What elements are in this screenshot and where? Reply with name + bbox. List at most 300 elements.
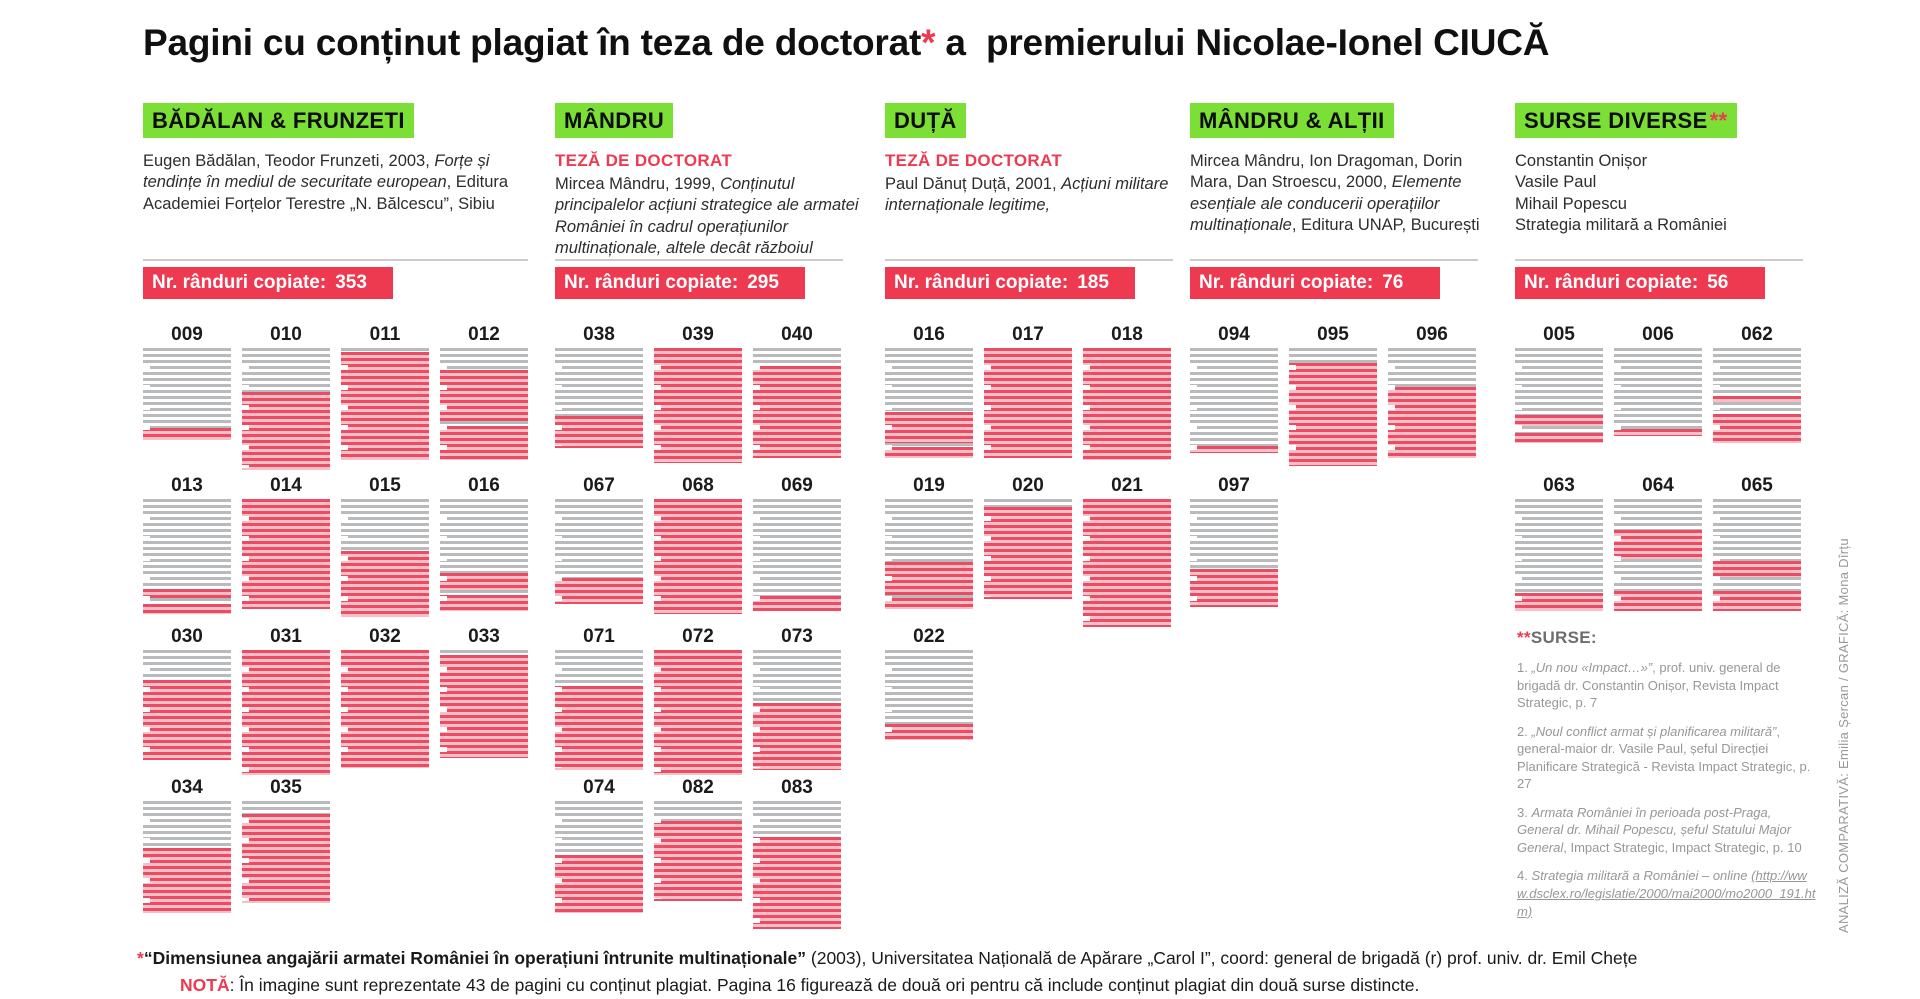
original-lines-segment bbox=[753, 499, 841, 596]
page-number: 067 bbox=[583, 475, 615, 496]
plagiarized-lines-segment bbox=[440, 655, 528, 758]
original-lines-segment bbox=[885, 499, 973, 562]
pages-grid bbox=[1190, 325, 1495, 627]
plagiarized-lines-segment bbox=[555, 686, 643, 770]
plagiarized-lines-segment bbox=[753, 703, 841, 770]
page-content-stripes bbox=[1614, 499, 1702, 611]
plagiarized-lines-segment bbox=[885, 724, 973, 740]
column-header bbox=[143, 103, 414, 138]
plagiarized-lines-segment bbox=[143, 589, 231, 598]
source-column-mandru bbox=[555, 103, 870, 929]
citation-block bbox=[1190, 151, 1495, 259]
copied-lines-label: Nr. rânduri copiate: bbox=[1199, 272, 1374, 293]
page-thumbnail bbox=[440, 476, 528, 611]
page-number: 006 bbox=[1642, 324, 1674, 345]
original-lines-segment bbox=[143, 650, 231, 680]
original-lines-segment bbox=[555, 499, 643, 578]
page-thumbnail bbox=[242, 325, 330, 470]
page-content-stripes bbox=[555, 650, 643, 770]
footnote-asterisk: * bbox=[137, 948, 144, 968]
pages-row bbox=[885, 476, 1190, 627]
plagiarized-lines-segment bbox=[984, 507, 1072, 599]
plagiarized-lines-segment bbox=[753, 596, 841, 611]
original-lines-segment bbox=[1713, 402, 1801, 414]
pages-grid bbox=[1515, 325, 1820, 627]
plagiarized-lines-segment bbox=[1713, 561, 1801, 578]
page-content-stripes bbox=[242, 499, 330, 609]
page-content-stripes bbox=[1713, 499, 1801, 611]
page-number: 022 bbox=[913, 626, 945, 647]
plagiarized-lines-segment bbox=[1713, 591, 1801, 611]
original-lines-segment bbox=[242, 801, 330, 814]
page-content-stripes bbox=[1515, 348, 1603, 443]
pages-row bbox=[555, 778, 870, 929]
original-lines-segment bbox=[242, 348, 330, 392]
page-content-stripes bbox=[440, 650, 528, 758]
sources-title bbox=[1517, 628, 1817, 648]
page-number: 072 bbox=[682, 626, 714, 647]
original-lines-segment bbox=[654, 801, 742, 821]
pages-row bbox=[885, 325, 1190, 476]
page-thumbnail bbox=[1515, 476, 1603, 611]
original-lines-segment bbox=[1190, 499, 1278, 569]
pages-row bbox=[555, 325, 870, 476]
copied-lines-badge bbox=[555, 267, 805, 299]
column-header bbox=[1515, 103, 1737, 138]
page-content-stripes bbox=[654, 499, 742, 614]
page-thumbnail bbox=[1083, 476, 1171, 627]
page-number: 039 bbox=[682, 324, 714, 345]
page-number: 071 bbox=[583, 626, 615, 647]
page-thumbnail bbox=[143, 325, 231, 440]
sources-title-text: SURSE: bbox=[1530, 628, 1597, 647]
page-number: 083 bbox=[781, 777, 813, 798]
page-number: 015 bbox=[369, 475, 401, 496]
page-number: 032 bbox=[369, 626, 401, 647]
page-content-stripes bbox=[555, 801, 643, 913]
column-header bbox=[885, 103, 966, 138]
page-number: 012 bbox=[468, 324, 500, 345]
plagiarized-lines-segment bbox=[555, 416, 643, 448]
page-content-stripes bbox=[753, 650, 841, 770]
citation-text: Paul Dănuț Duță, 2001, Acțiuni militare internaționale legitime, bbox=[885, 175, 1169, 215]
page-content-stripes bbox=[1614, 348, 1702, 436]
copied-lines-count: 76 bbox=[1382, 272, 1404, 293]
plagiarized-lines-segment bbox=[1713, 396, 1801, 403]
page-content-stripes bbox=[885, 499, 973, 609]
page-number: 074 bbox=[583, 777, 615, 798]
page-number: 082 bbox=[682, 777, 714, 798]
page-content-stripes bbox=[1388, 348, 1476, 458]
original-lines-segment bbox=[984, 499, 1072, 507]
page-thumbnail bbox=[1515, 325, 1603, 443]
page-content-stripes bbox=[654, 348, 742, 463]
page-number: 073 bbox=[781, 626, 813, 647]
page-thumbnail bbox=[143, 627, 231, 760]
original-lines-segment bbox=[1713, 499, 1801, 561]
source-item-2: 2. „Noul conflict armat și planificarea militară”, general-maior dr. Vasile Paul, șeful Direcției Planificare Strategică - Revista Impact Strategic, p. 27 bbox=[1517, 723, 1811, 792]
page-content-stripes bbox=[1289, 348, 1377, 466]
page-content-stripes bbox=[1190, 499, 1278, 607]
plagiarized-lines-segment bbox=[1388, 387, 1476, 459]
original-lines-segment bbox=[1515, 499, 1603, 593]
thesis-subheader: TEZĂ DE DOCTORAT bbox=[555, 151, 732, 170]
page-thumbnail bbox=[753, 778, 841, 929]
source-column-duta bbox=[885, 103, 1190, 778]
page-thumbnail bbox=[1614, 325, 1702, 436]
pages-row bbox=[1515, 476, 1820, 627]
page-thumbnail bbox=[555, 325, 643, 448]
page-content-stripes bbox=[143, 650, 231, 760]
copied-lines-badge bbox=[143, 267, 393, 299]
copied-lines-label: Nr. rânduri copiate: bbox=[152, 272, 327, 293]
plagiarized-lines-segment bbox=[885, 598, 973, 609]
plagiarized-lines-segment bbox=[341, 551, 429, 617]
column-divider bbox=[1515, 259, 1803, 261]
page-number: 009 bbox=[171, 324, 203, 345]
page-thumbnail bbox=[555, 778, 643, 913]
plagiarized-lines-segment bbox=[654, 499, 742, 614]
plagiarized-lines-segment bbox=[440, 573, 528, 590]
plagiarized-lines-segment bbox=[984, 348, 1072, 458]
page-thumbnail bbox=[242, 627, 330, 775]
page-number: 031 bbox=[270, 626, 302, 647]
copied-lines-count: 185 bbox=[1077, 272, 1109, 293]
plagiarized-lines-segment bbox=[1083, 348, 1171, 460]
original-lines-segment bbox=[1289, 348, 1377, 363]
page-content-stripes bbox=[984, 499, 1072, 599]
page-content-stripes bbox=[1515, 499, 1603, 611]
pages-row bbox=[555, 627, 870, 778]
plagiarized-lines-segment bbox=[1614, 530, 1702, 559]
column-header-stars: ** bbox=[1709, 108, 1728, 133]
copied-lines-label: Nr. rânduri copiate: bbox=[564, 272, 739, 293]
page-content-stripes bbox=[143, 499, 231, 614]
page-content-stripes bbox=[753, 348, 841, 458]
original-lines-segment bbox=[555, 348, 643, 416]
page-number: 033 bbox=[468, 626, 500, 647]
original-lines-segment bbox=[341, 499, 429, 551]
page-thumbnail bbox=[341, 627, 429, 768]
page-number: 096 bbox=[1416, 324, 1448, 345]
original-lines-segment bbox=[1713, 577, 1801, 590]
page-number: 068 bbox=[682, 475, 714, 496]
plagiarized-lines-segment bbox=[555, 855, 643, 913]
column-divider bbox=[1190, 259, 1478, 261]
copied-lines-count: 353 bbox=[335, 272, 367, 293]
page-thumbnail bbox=[885, 627, 973, 740]
page-thumbnail bbox=[1713, 476, 1801, 611]
citation-text: Constantin Onișor Vasile Paul Mihail Popescu Strategia militară a României bbox=[1515, 152, 1727, 235]
copied-lines-label: Nr. rânduri copiate: bbox=[894, 272, 1069, 293]
page-thumbnail bbox=[1190, 476, 1278, 607]
source-column-badalan-frunzeti bbox=[143, 103, 543, 929]
page-content-stripes bbox=[143, 348, 231, 440]
pages-grid bbox=[555, 325, 870, 929]
plagiarized-lines-segment bbox=[654, 348, 742, 463]
page-thumbnail bbox=[242, 778, 330, 903]
pages-row bbox=[885, 627, 1190, 778]
pages-row bbox=[1190, 325, 1495, 476]
plagiarized-lines-segment bbox=[885, 447, 973, 458]
copied-lines-badge bbox=[885, 267, 1135, 299]
plagiarized-lines-segment bbox=[440, 595, 528, 611]
page-thumbnail bbox=[753, 476, 841, 611]
pages-row bbox=[143, 778, 543, 929]
page-thumbnail bbox=[1190, 325, 1278, 453]
pages-row bbox=[143, 476, 543, 627]
page-thumbnail bbox=[242, 476, 330, 609]
citation-block bbox=[1515, 151, 1820, 259]
page-thumbnail bbox=[654, 476, 742, 614]
page-content-stripes bbox=[143, 801, 231, 913]
title-asterisk: * bbox=[921, 22, 936, 63]
page-thumbnail bbox=[143, 476, 231, 614]
page-thumbnail bbox=[341, 325, 429, 460]
page-content-stripes bbox=[654, 650, 742, 775]
plagiarized-lines-segment bbox=[1614, 591, 1702, 611]
copied-lines-label: Nr. rânduri copiate: bbox=[1524, 272, 1699, 293]
sources-list bbox=[1517, 659, 1817, 920]
page-content-stripes bbox=[341, 348, 429, 460]
column-divider bbox=[143, 259, 528, 261]
original-lines-segment bbox=[555, 650, 643, 686]
page-thumbnail bbox=[753, 627, 841, 770]
citation-text: Mircea Mândru, 1999, Conținutul principalelor acțiuni strategice ale armatei României în cadrul operațiunilor multinaționale, altele decât războiul bbox=[555, 175, 859, 258]
footnote-note-label: NOTĂ bbox=[180, 975, 230, 996]
page-number: 095 bbox=[1317, 324, 1349, 345]
footnote-thesis-title: “Dimensiunea angajării armatei României în operațiuni întrunite multinaționale” bbox=[143, 948, 807, 968]
plagiarized-lines-segment bbox=[885, 412, 973, 443]
copied-lines-count: 295 bbox=[747, 272, 779, 293]
page-number: 018 bbox=[1111, 324, 1143, 345]
plagiarized-lines-segment bbox=[143, 848, 231, 913]
plagiarized-lines-segment bbox=[555, 578, 643, 604]
title-main: Pagini cu conținut plagiat în teza de doctorat bbox=[143, 22, 922, 63]
page-number: 020 bbox=[1012, 475, 1044, 496]
page-thumbnail bbox=[885, 476, 973, 609]
page-content-stripes bbox=[885, 650, 973, 740]
source-column-surse-diverse bbox=[1515, 103, 1820, 627]
page-number: 017 bbox=[1012, 324, 1044, 345]
original-lines-segment bbox=[753, 348, 841, 366]
plagiarized-lines-segment bbox=[654, 821, 742, 901]
page-number: 065 bbox=[1741, 475, 1773, 496]
citation-block bbox=[143, 151, 543, 259]
page-thumbnail bbox=[885, 325, 973, 458]
page-content-stripes bbox=[242, 650, 330, 775]
page-title bbox=[143, 22, 1549, 64]
plagiarized-lines-segment bbox=[143, 604, 231, 614]
page-thumbnail bbox=[1289, 325, 1377, 466]
plagiarized-lines-segment bbox=[753, 837, 841, 929]
plagiarized-lines-segment bbox=[1614, 429, 1702, 436]
plagiarized-lines-segment bbox=[753, 366, 841, 458]
source-item-1: 1. „Un nou «Impact…»”, prof. univ. general de brigadă dr. Constantin Onișor, Revista Impact Strategic, p. 7 bbox=[1517, 660, 1781, 711]
pages-grid bbox=[143, 325, 543, 929]
column-header bbox=[555, 103, 673, 138]
original-lines-segment bbox=[1515, 426, 1603, 434]
page-number: 038 bbox=[583, 324, 615, 345]
page-content-stripes bbox=[555, 499, 643, 604]
footnote-thesis-rest: (2003), Universitatea Națională de Apărare „Carol I”, coord: general de brigadă (r) prof. univ. dr. Emil Chețe bbox=[806, 948, 1638, 968]
page-thumbnail bbox=[1713, 325, 1801, 443]
page-content-stripes bbox=[984, 348, 1072, 458]
page-content-stripes bbox=[1083, 499, 1171, 627]
page-number: 094 bbox=[1218, 324, 1250, 345]
original-lines-segment bbox=[753, 650, 841, 703]
citation-text: Eugen Bădălan, Teodor Frunzeti, 2003, Forțe și tendințe în mediul de securitate european, Editura Academiei Forțelor Terestre „N. Bălcescu”, Sibiu bbox=[143, 152, 509, 213]
column-header-label: BĂDĂLAN & FRUNZETI bbox=[152, 108, 405, 133]
footnote-source bbox=[137, 945, 1837, 972]
plagiarized-lines-segment bbox=[242, 650, 330, 775]
original-lines-segment bbox=[1190, 348, 1278, 446]
plagiarized-lines-segment bbox=[1515, 433, 1603, 443]
page-number: 040 bbox=[781, 324, 813, 345]
page-content-stripes bbox=[440, 348, 528, 460]
page-number: 030 bbox=[171, 626, 203, 647]
source-item-3: 3. Armata României în perioada post-Praga, General dr. Mihail Popescu, șeful Statului Major General, Impact Strategic, Impact Strategic, p. 10 bbox=[1517, 804, 1802, 855]
page-thumbnail bbox=[984, 476, 1072, 599]
page-number: 021 bbox=[1111, 475, 1143, 496]
plagiarized-lines-segment bbox=[143, 680, 231, 760]
sources-stars: ** bbox=[1517, 628, 1531, 647]
page-number: 069 bbox=[781, 475, 813, 496]
original-lines-segment bbox=[555, 801, 643, 855]
page-number: 064 bbox=[1642, 475, 1674, 496]
original-lines-segment bbox=[143, 348, 231, 428]
page-content-stripes bbox=[885, 348, 973, 458]
pages-row bbox=[143, 627, 543, 778]
source-column-mandru-si-altii bbox=[1190, 103, 1495, 627]
plagiarized-lines-segment bbox=[1713, 414, 1801, 443]
citation-block bbox=[555, 151, 870, 259]
page-thumbnail bbox=[440, 325, 528, 460]
page-content-stripes bbox=[341, 499, 429, 617]
plagiarized-lines-segment bbox=[1289, 363, 1377, 466]
pages-row bbox=[1190, 476, 1495, 627]
thesis-subheader: TEZĂ DE DOCTORAT bbox=[885, 151, 1062, 170]
plagiarized-lines-segment bbox=[341, 352, 429, 460]
plagiarized-lines-segment bbox=[143, 428, 231, 440]
original-lines-segment bbox=[440, 499, 528, 573]
page-thumbnail bbox=[1388, 325, 1476, 458]
page-number: 010 bbox=[270, 324, 302, 345]
page-thumbnail bbox=[555, 627, 643, 770]
page-content-stripes bbox=[753, 801, 841, 929]
plagiarized-lines-segment bbox=[341, 650, 429, 768]
column-divider bbox=[885, 259, 1173, 261]
sources-note bbox=[1517, 628, 1817, 920]
page-number: 035 bbox=[270, 777, 302, 798]
page-thumbnail bbox=[654, 325, 742, 463]
page-number: 016 bbox=[468, 475, 500, 496]
page-number: 005 bbox=[1543, 324, 1575, 345]
original-lines-segment bbox=[143, 801, 231, 848]
column-header-label: MÂNDRU bbox=[564, 108, 665, 133]
page-thumbnail bbox=[440, 627, 528, 758]
page-number: 063 bbox=[1543, 475, 1575, 496]
title-rest: a premierului Nicolae-Ionel CIUCĂ bbox=[935, 22, 1550, 63]
page-content-stripes bbox=[242, 801, 330, 903]
page-content-stripes bbox=[1083, 348, 1171, 460]
page-thumbnail bbox=[143, 778, 231, 913]
page-thumbnail bbox=[654, 627, 742, 775]
page-content-stripes bbox=[753, 499, 841, 611]
page-number: 014 bbox=[270, 475, 302, 496]
plagiarized-lines-segment bbox=[242, 499, 330, 609]
plagiarized-lines-segment bbox=[654, 650, 742, 775]
column-header bbox=[1190, 103, 1394, 138]
plagiarized-lines-segment bbox=[1515, 593, 1603, 611]
pages-row bbox=[1515, 325, 1820, 476]
pages-grid bbox=[885, 325, 1190, 778]
page-thumbnail bbox=[341, 476, 429, 617]
citation-text: Mircea Mândru, Ion Dragoman, Dorin Mara, Dan Stroescu, 2000, Elemente esențiale ale conducerii operațiilor multinaționale, Editura UNAP, București bbox=[1190, 152, 1480, 235]
original-lines-segment bbox=[1614, 348, 1702, 429]
credit-vertical: ANALIZĂ COMPARATIVĂ: Emilia Șercan / GRAFICĂ: Mona Dîrțu bbox=[1836, 538, 1851, 933]
original-lines-segment bbox=[440, 348, 528, 370]
page-number: 019 bbox=[913, 475, 945, 496]
page-content-stripes bbox=[242, 348, 330, 470]
page-number: 011 bbox=[369, 324, 401, 345]
original-lines-segment bbox=[885, 650, 973, 724]
plagiarized-lines-segment bbox=[885, 562, 973, 595]
original-lines-segment bbox=[1515, 348, 1603, 415]
original-lines-segment bbox=[1388, 348, 1476, 387]
copied-lines-count: 56 bbox=[1707, 272, 1729, 293]
column-header-label: MÂNDRU & ALȚII bbox=[1199, 108, 1385, 133]
page-number: 013 bbox=[171, 475, 203, 496]
page-number: 062 bbox=[1741, 324, 1773, 345]
page-content-stripes bbox=[1190, 348, 1278, 453]
page-content-stripes bbox=[555, 348, 643, 448]
copied-lines-badge bbox=[1515, 267, 1765, 299]
original-lines-segment bbox=[1614, 559, 1702, 590]
plagiarized-lines-segment bbox=[1190, 569, 1278, 607]
plagiarized-lines-segment bbox=[440, 426, 528, 460]
page-content-stripes bbox=[654, 801, 742, 901]
footnotes bbox=[137, 945, 1837, 999]
page-content-stripes bbox=[440, 499, 528, 611]
page-number: 016 bbox=[913, 324, 945, 345]
plagiarized-lines-segment bbox=[242, 814, 330, 903]
source-item-4[interactable]: 4. Strategia militară a României – online (http://www.dsclex.ro/legislatie/2000/mai2000/mo2000_191.htm) bbox=[1517, 868, 1816, 919]
page-content-stripes bbox=[341, 650, 429, 768]
plagiarized-lines-segment bbox=[1083, 499, 1171, 627]
page-thumbnail bbox=[1614, 476, 1702, 611]
original-lines-segment bbox=[885, 348, 973, 412]
page-thumbnail bbox=[555, 476, 643, 604]
plagiarized-lines-segment bbox=[440, 370, 528, 420]
citation-block bbox=[885, 151, 1190, 259]
footnote-note-text: : În imagine sunt reprezentate 43 de pagini cu conținut plagiat. Pagina 16 figurează de două ori pentru că include conținut plagiat din două surse distincte. bbox=[229, 975, 1420, 996]
page-number: 097 bbox=[1218, 475, 1250, 496]
page-content-stripes bbox=[1713, 348, 1801, 443]
pages-row bbox=[555, 476, 870, 627]
page-number: 034 bbox=[171, 777, 203, 798]
original-lines-segment bbox=[143, 499, 231, 589]
copied-lines-badge bbox=[1190, 267, 1440, 299]
page-thumbnail bbox=[984, 325, 1072, 458]
original-lines-segment bbox=[1614, 499, 1702, 530]
plagiarized-lines-segment bbox=[1190, 446, 1278, 453]
page-thumbnail bbox=[654, 778, 742, 901]
plagiarized-lines-segment bbox=[242, 392, 330, 470]
column-header-label: SURSE DIVERSE bbox=[1524, 108, 1708, 133]
original-lines-segment bbox=[753, 801, 841, 837]
page-thumbnail bbox=[1083, 325, 1171, 460]
